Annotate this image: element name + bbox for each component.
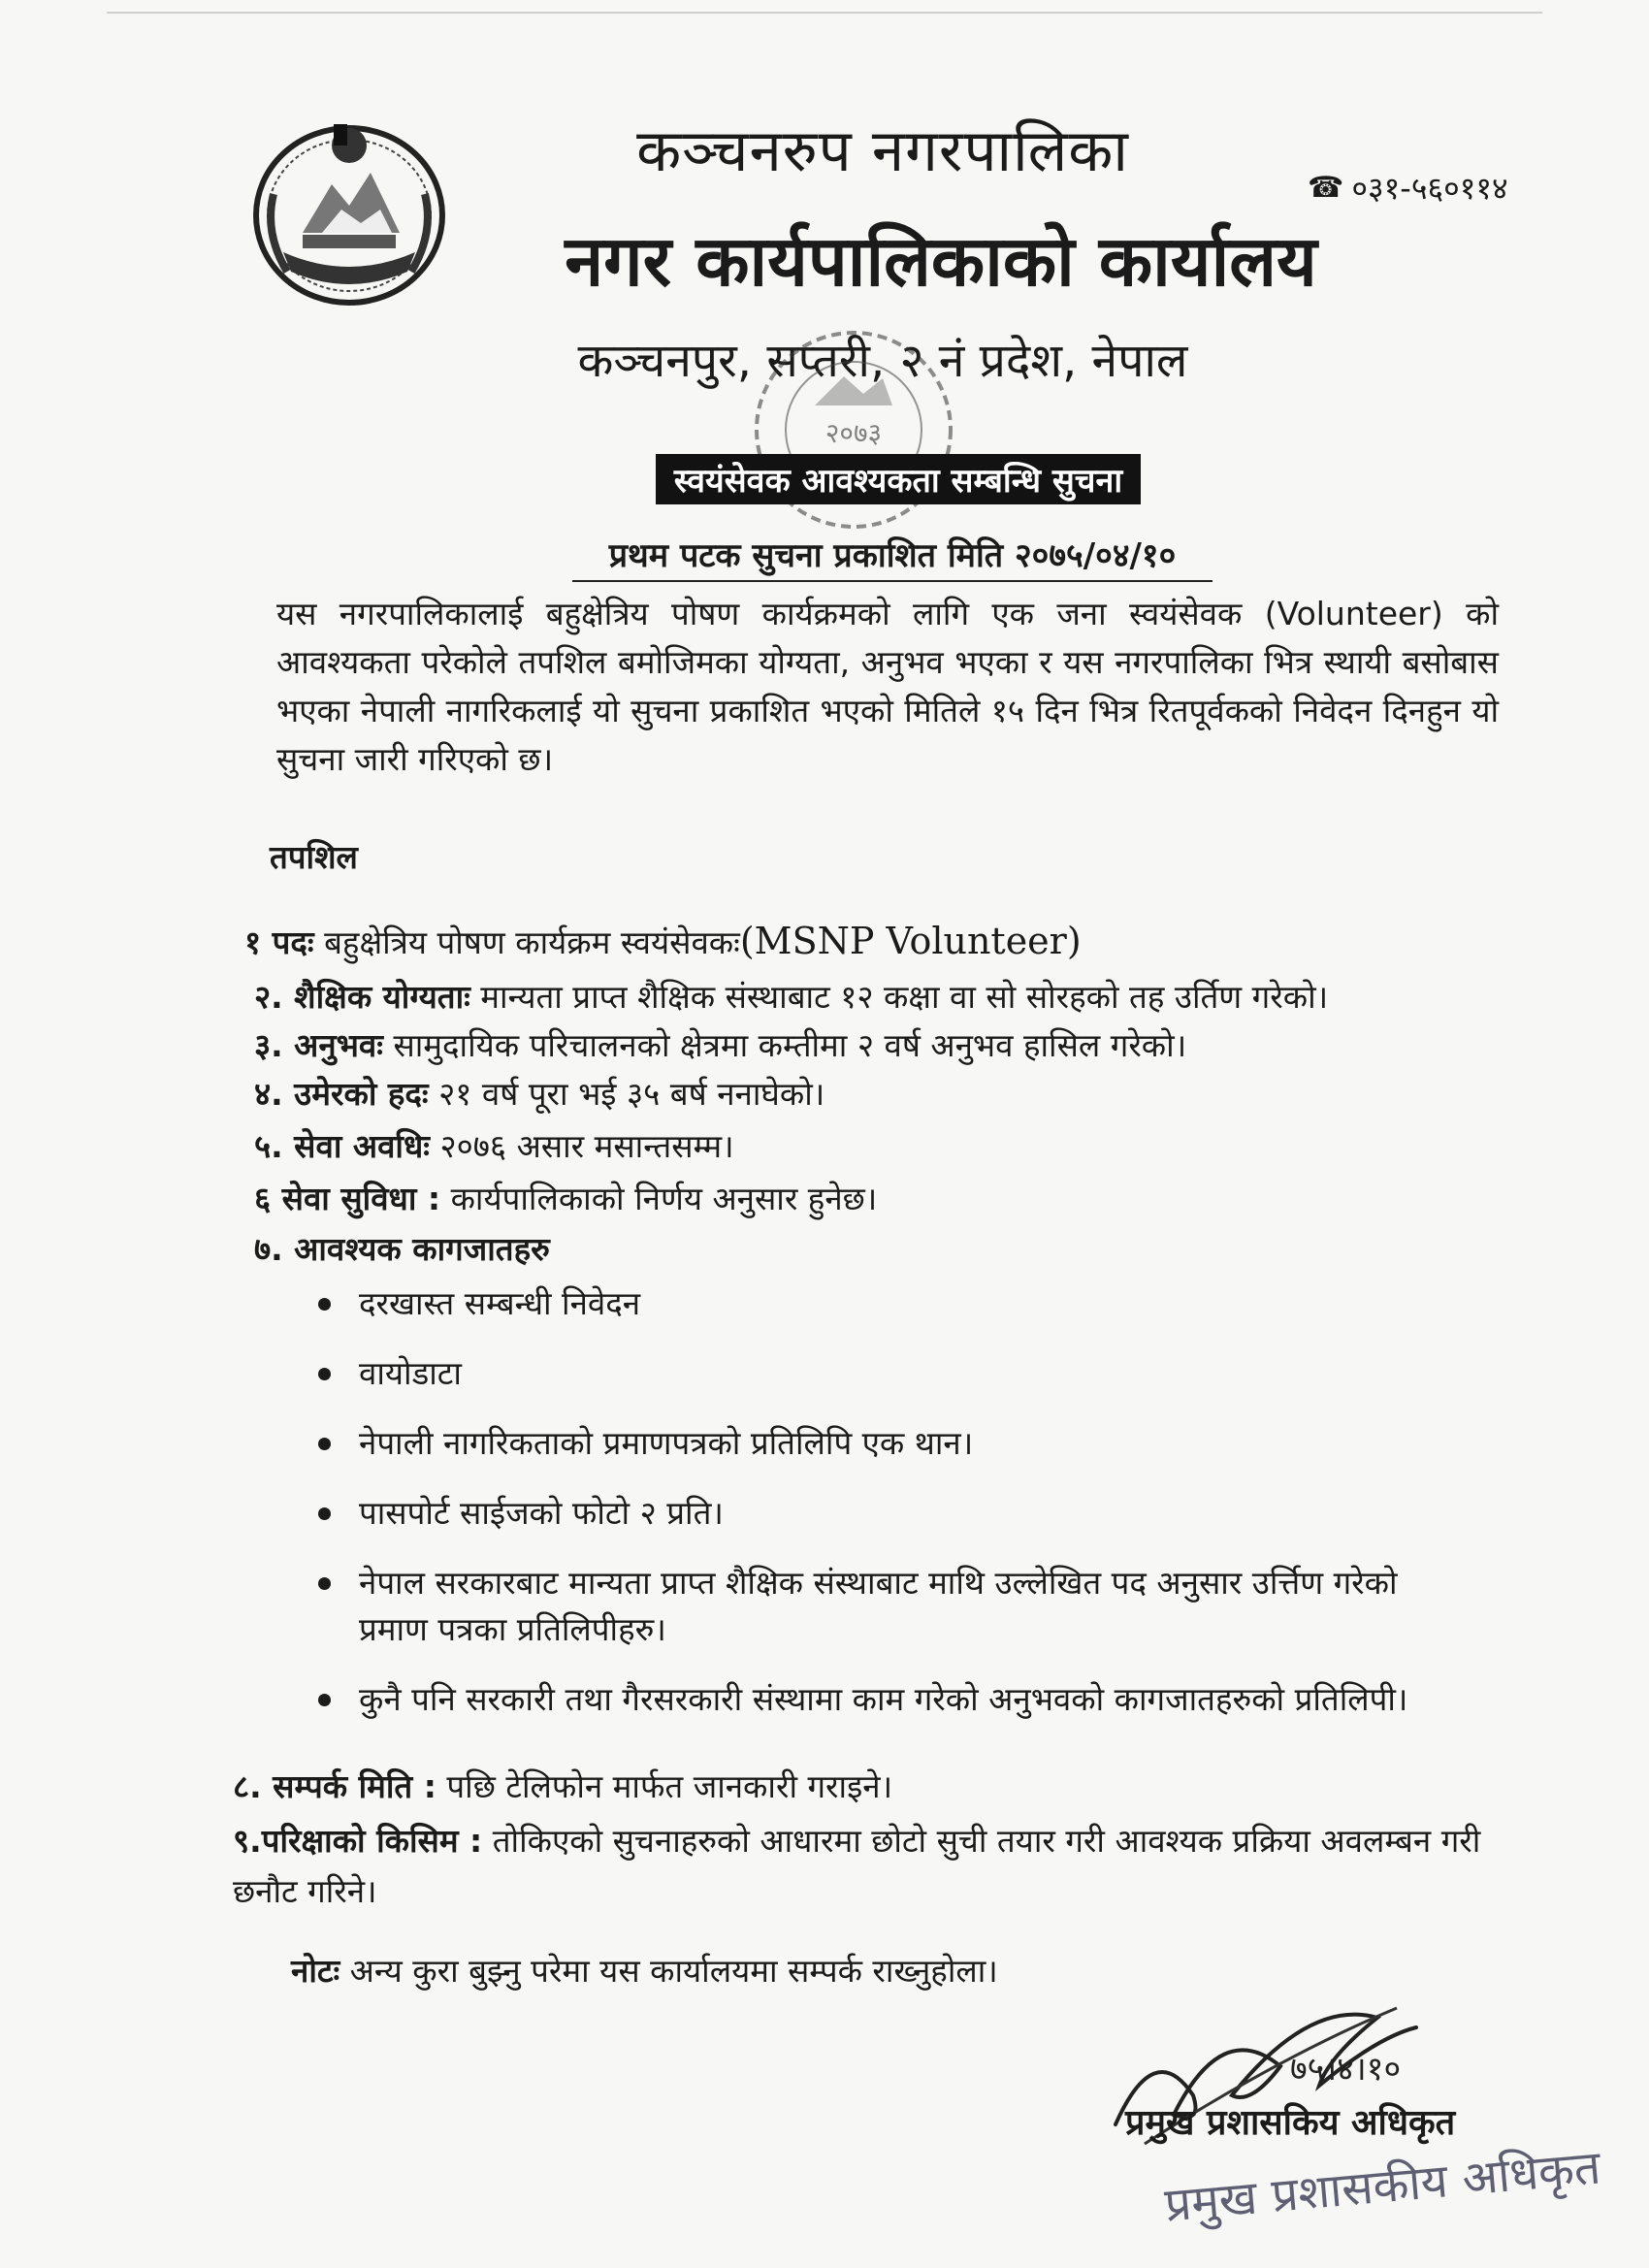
- item-post: [244, 920, 1082, 963]
- item-value: २१ वर्ष पूरा भई ३५ बर्ष ननाघेको।: [438, 1075, 825, 1113]
- top-rule: [107, 12, 1542, 14]
- item-contact-date: [233, 1764, 892, 1807]
- phone-number-text: ०३१-५६०११४: [1351, 170, 1508, 207]
- item-value: २०७६ असार मसान्तसम्म।: [439, 1127, 734, 1165]
- phone-number: [1308, 167, 1508, 209]
- item-age-limit: [254, 1071, 824, 1115]
- item-label: ४. उमेरको हदः: [254, 1075, 429, 1113]
- intro-paragraph: यस नगरपालिकालाई बहुक्षेत्रिय पोषण कार्यक्रमको लागि एक जना स्वयंसेवक (Volunteer) को आवश्यकता परेकोले तपशिल बमोजिमका योग्यता, अनुभव भएका र यस नगरपालिका भित्र स्थायी बसोबास भएका नेपाली नागरिकलाई यो सुचना प्रकाशित भएको मितिले १५ दिन भित्र रितपूर्वकको निवेदन दिनहुन यो सुचना जारी गरिएको छ।: [276, 595, 1499, 778]
- publication-date: प्रथम पटक सुचना प्रकाशित मिति २०७५/०४/१०: [572, 532, 1212, 582]
- item-experience: [254, 1022, 1186, 1066]
- details-heading: तपशिल: [270, 838, 358, 876]
- item-value: कार्यपालिकाको निर्णय अनुसार हुनेछ।: [450, 1180, 878, 1217]
- document-item: पासपोर्ट साईजको फोटो २ प्रति।: [310, 1490, 1474, 1537]
- document-item: नेपाली नागरिकताको प्रमाणपत्रको प्रतिलिपि एक थान।: [310, 1420, 1474, 1467]
- notice-title: स्वयंसेवक आवश्यकता सम्बन्धि सुचना: [656, 454, 1141, 504]
- item-value: पछि टेलिफोन मार्फत जानकारी गराइने।: [446, 1767, 893, 1805]
- document-item: वायोडाटा: [310, 1350, 1474, 1397]
- item-label: ९.परिक्षाको किसिम :: [233, 1822, 483, 1860]
- municipality-name: कञ्चनरुप नगरपालिका: [636, 117, 1129, 185]
- note-text: अन्य कुरा बुझ्नु परेमा यस कार्यालयमा सम्पर्क राख्नुहोला।: [349, 1952, 998, 1990]
- item-value: बहुक्षेत्रिय पोषण कार्यक्रम स्वयंसेवकः: [324, 923, 740, 961]
- item-qualification: [254, 974, 1328, 1018]
- signature-date: ७५।४।१०: [1290, 2050, 1402, 2089]
- item-value-latin: (MSNP Volunteer): [739, 920, 1082, 962]
- item-label: २. शैक्षिक योग्यताः: [254, 978, 470, 1016]
- item-label: ६ सेवा सुविधा :: [254, 1180, 441, 1217]
- item-label: ७. आवश्यक कागजातहरु: [254, 1230, 550, 1268]
- item-required-documents: [254, 1226, 550, 1270]
- item-service-benefits: [254, 1176, 877, 1219]
- office-address: कञ्चनपुर, सप्तरी, २ नं प्रदेश, नेपाल: [577, 334, 1188, 388]
- document-item: कुनै पनि सरकारी तथा गैरसरकारी संस्थामा काम गरेको अनुभवको कागजातहरुको प्रतिलिपी।: [310, 1676, 1474, 1723]
- item-service-period: [254, 1123, 734, 1167]
- item-value: सामुदायिक परिचालनको क्षेत्रमा कम्तीमा २ वर्ष अनुभव हासिल गरेको।: [393, 1026, 1187, 1064]
- note-label: नोटः: [291, 1952, 340, 1990]
- office-name: नगर कार्यपालिकाको कार्यालय: [565, 220, 1317, 302]
- designation-stamp: प्रमुख प्रशासकीय अधिकृत: [1162, 2140, 1603, 2233]
- item-value: तोकिएको सुचनाहरुको आधारमा छोटो सुची तयार गरी आवश्यक प्रक्रिया अवलम्बन गरी छनौट गरिने।: [233, 1822, 1481, 1910]
- item-label: ८. सम्पर्क मिति :: [233, 1767, 436, 1805]
- signatory-title: प्रमुख प्रशासकिय अधिकृत: [1125, 2103, 1456, 2143]
- item-exam-type: [233, 1816, 1484, 1917]
- item-label: ५. सेवा अवधिः: [254, 1127, 430, 1165]
- documents-list: [310, 1280, 1474, 1723]
- document-item: दरखास्त सम्बन्धी निवेदन: [310, 1280, 1474, 1327]
- item-value: मान्यता प्राप्त शैक्षिक संस्थाबाट १२ कक्षा वा सो सोरहको तह उर्तिण गरेको।: [480, 978, 1329, 1016]
- note: [291, 1948, 998, 1992]
- document-item: नेपाल सरकारबाट मान्यता प्राप्त शैक्षिक संस्थाबाट माथि उल्लेखित पद अनुसार उर्त्तिण गरेको प्रमाण पत्रका प्रतिलिपीहरु।: [310, 1560, 1474, 1653]
- item-label: १ पदः: [244, 923, 314, 961]
- office-stamp: [737, 318, 970, 541]
- item-label: ३. अनुभवः: [254, 1026, 383, 1064]
- telephone-icon: ☎: [1308, 171, 1344, 205]
- stamp-year: २०७३: [824, 417, 883, 449]
